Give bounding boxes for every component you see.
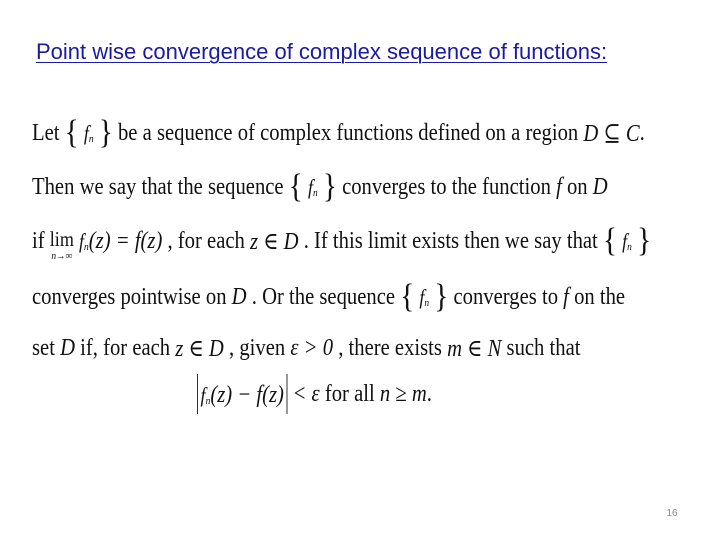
text: converges pointwise on — [32, 283, 227, 310]
text: if, for each — [80, 335, 171, 361]
text: , for each — [167, 227, 245, 254]
math-f: f — [79, 228, 85, 253]
text: on — [566, 173, 588, 200]
text: . — [639, 119, 645, 146]
page-number: 16 — [666, 508, 678, 519]
right-brace: } — [98, 114, 113, 151]
text: . Or the sequence — [251, 283, 396, 310]
math-difference: (z) − f(z) — [210, 382, 284, 409]
math-d: D — [592, 173, 608, 200]
math-m-in-n: m ∈ N — [447, 336, 502, 362]
text: , given — [228, 335, 286, 361]
math-z-in-d: z ∈ D — [250, 228, 299, 255]
limit-operator — [50, 228, 74, 262]
text: converges to — [453, 283, 559, 310]
text: such that — [506, 335, 581, 361]
left-brace: { — [288, 168, 303, 205]
math-region: D ⊆ C — [583, 120, 640, 147]
math-d: D — [60, 335, 76, 361]
math-d: D — [231, 283, 247, 310]
left-brace: { — [400, 278, 415, 315]
slide-title: Point wise convergence of complex sequence of functions: — [36, 39, 608, 64]
math-subscript-n: n — [205, 395, 211, 408]
definition-line-2 — [32, 168, 608, 222]
math-subscript-n: n — [88, 133, 94, 145]
math-epsilon: ε > 0 — [290, 335, 334, 361]
text: if — [32, 227, 45, 254]
text: on the — [574, 283, 626, 310]
text: . — [426, 380, 432, 407]
math-f: f — [83, 120, 89, 145]
math-f: f — [563, 283, 569, 310]
math-z-in-d: z ∈ D — [175, 336, 224, 362]
text: be a sequence of complex functions defined on a region — [117, 119, 579, 146]
math-f: f — [307, 174, 313, 199]
math-subscript-n: n — [312, 187, 318, 199]
left-brace: { — [64, 114, 79, 151]
right-brace: } — [637, 222, 652, 259]
text: set — [32, 335, 55, 361]
text: , there exists — [338, 335, 442, 361]
text: Then we say that the sequence — [32, 173, 284, 200]
math-subscript-n: n — [424, 297, 430, 309]
lim-text: lim — [49, 227, 74, 251]
math-n-geq-m: n ≥ m — [379, 380, 427, 407]
left-brace: { — [602, 222, 617, 259]
right-brace: } — [434, 278, 449, 315]
absolute-value — [197, 374, 287, 414]
text: Let — [32, 119, 60, 146]
math-f: f — [622, 228, 628, 253]
definition-line-4 — [32, 278, 626, 332]
definition-line-6 — [197, 374, 432, 424]
text: for all — [324, 380, 375, 407]
text: . If this limit exists then we say that — [303, 227, 598, 254]
lim-subscript: n→∞ — [51, 250, 73, 262]
right-brace: } — [322, 168, 337, 205]
definition-line-3 — [32, 224, 651, 274]
math-subscript-n: n — [627, 241, 632, 253]
math-f: f — [200, 383, 206, 408]
math-f: f — [419, 284, 425, 309]
math-limit-expression: (z) = f(z) — [88, 227, 163, 254]
math-less-than-epsilon: < ε — [292, 380, 320, 407]
text: converges to the function — [342, 173, 551, 200]
definition-line-1 — [32, 114, 645, 168]
math-subscript-n: n — [84, 241, 89, 253]
math-f: f — [556, 173, 562, 200]
